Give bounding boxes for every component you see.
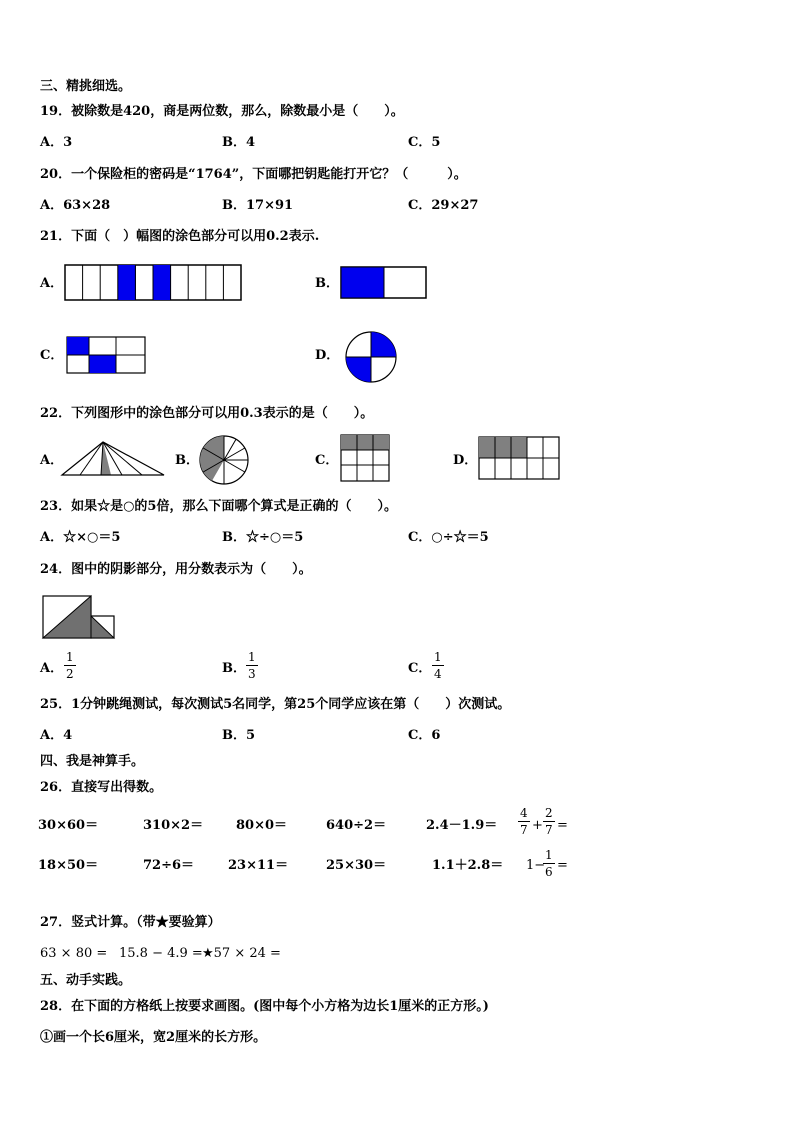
q23-stem: 23．如果☆是○的5倍，那么下面哪个算式是正确的（ ）。 (40, 499, 397, 514)
q24-option-a[interactable]: A． (40, 661, 64, 676)
q25-option-c[interactable]: C．6 (408, 728, 441, 743)
q21-figure-c (66, 336, 148, 376)
q20-option-b[interactable]: B．17×91 (222, 198, 294, 213)
q26-frac2-eq: = (557, 858, 568, 873)
fraction-denominator: 7 (520, 823, 528, 837)
q24-option-b-fraction (246, 650, 258, 681)
q24-option-c[interactable]: C． (408, 661, 432, 676)
q24-option-c-fraction (432, 650, 444, 681)
q26-row1-item4: 640÷2＝ (326, 818, 387, 833)
q24-stem: 24．图中的阴影部分，用分数表示为（ ）。 (40, 562, 312, 577)
q21-option-d[interactable]: D． (315, 348, 340, 363)
q24-option-a-fraction (64, 650, 76, 681)
q21-option-b[interactable]: B． (315, 276, 339, 291)
q23-option-b[interactable]: B．☆÷○＝5 (222, 530, 304, 545)
q22-figure-a (60, 440, 166, 478)
q22-option-d[interactable]: D． (453, 453, 478, 468)
q23-option-c[interactable]: C．○÷☆＝5 (408, 530, 489, 545)
section-3-title: 三、精挑细选。 (40, 79, 132, 94)
q19-option-b[interactable]: B．4 (222, 135, 256, 150)
q20-option-a[interactable]: A．63×28 (40, 198, 111, 213)
q26-frac1-op: + (532, 818, 543, 833)
q21-option-a[interactable]: A． (40, 276, 64, 291)
q26-row2-item5: 1.1＋2.8＝ (432, 858, 504, 873)
q28-sub1: ①画一个长6厘米，宽2厘米的长方形。 (40, 1030, 267, 1045)
q26-frac2-fraction (543, 848, 555, 879)
q19-option-c[interactable]: C．5 (408, 135, 441, 150)
q26-frac1-eq: = (557, 818, 568, 833)
q24-option-b[interactable]: B． (222, 661, 246, 676)
q22-option-c[interactable]: C． (315, 453, 339, 468)
q28-stem: 28．在下面的方格纸上按要求画图。(图中每个小方格为边长1厘米的正方形。) (40, 999, 489, 1014)
q21-option-c[interactable]: C． (40, 348, 64, 363)
q19-stem: 19．被除数是420，商是两位数，那么，除数最小是（ ）。 (40, 104, 404, 119)
q22-option-a[interactable]: A． (40, 453, 64, 468)
q22-figure-b (198, 434, 250, 486)
q26-stem: 26．直接写出得数。 (40, 780, 163, 795)
fraction-denominator: 4 (434, 667, 442, 681)
q22-option-b[interactable]: B． (175, 453, 199, 468)
q21-figure-b (340, 266, 428, 300)
q26-row1-item3: 80×0＝ (236, 818, 288, 833)
q25-option-a[interactable]: A．4 (40, 728, 73, 743)
q22-figure-d (478, 436, 562, 482)
q27-item1: 63 × 80 = (40, 946, 108, 961)
fraction-denominator: 3 (248, 667, 256, 681)
q26-row2-item4: 25×30＝ (326, 858, 387, 873)
q21-figure-d (344, 330, 398, 384)
q19-option-a[interactable]: A．3 (40, 135, 73, 150)
fraction-numerator: 4 (520, 806, 528, 820)
fraction-denominator: 7 (545, 823, 553, 837)
fraction-numerator: 1 (248, 650, 256, 664)
fraction-numerator: 2 (545, 806, 553, 820)
q27-stem: 27．竖式计算。（带★要验算） (40, 915, 221, 930)
q26-row1-item1: 30×60＝ (38, 818, 99, 833)
fraction-denominator: 6 (545, 865, 553, 879)
section-4-title: 四、我是神算手。 (40, 754, 145, 769)
q27-item3: ★57 × 24 = (202, 946, 281, 961)
q26-row1-item5: 2.4－1.9＝ (426, 818, 498, 833)
q25-option-b[interactable]: B．5 (222, 728, 256, 743)
q20-option-c[interactable]: C．29×27 (408, 198, 479, 213)
q20-stem: 20．一个保险柜的密码是“1764”，下面哪把钥匙能打开它？（ ）。 (40, 167, 467, 182)
q21-stem: 21．下面（ ）幅图的涂色部分可以用0.2表示. (40, 229, 320, 244)
q21-figure-a (64, 264, 244, 302)
q27-item2: 15.8 − 4.9 = (119, 946, 203, 961)
q22-figure-c (340, 434, 392, 484)
q26-row1-item2: 310×2＝ (143, 818, 204, 833)
q26-row2-item1: 18×50＝ (38, 858, 99, 873)
q26-frac2-lead: 1− (526, 858, 546, 873)
fraction-denominator: 2 (66, 667, 74, 681)
q24-figure (42, 594, 118, 642)
q26-frac1-second (543, 806, 555, 837)
q22-stem: 22．下列图形中的涂色部分可以用0.3表示的是（ ）。 (40, 406, 374, 421)
fraction-numerator: 1 (434, 650, 442, 664)
fraction-numerator: 1 (66, 650, 74, 664)
q23-option-a[interactable]: A．☆×○＝5 (40, 530, 121, 545)
q25-stem: 25．1分钟跳绳测试，每次测试5名同学，第25个同学应该在第（ ）次测试。 (40, 697, 511, 712)
q26-row2-item2: 72÷6＝ (143, 858, 195, 873)
q26-row2-item3: 23×11＝ (228, 858, 289, 873)
section-5-title: 五、动手实践。 (40, 973, 132, 988)
q26-frac1-first (518, 806, 530, 837)
fraction-numerator: 1 (545, 848, 553, 862)
